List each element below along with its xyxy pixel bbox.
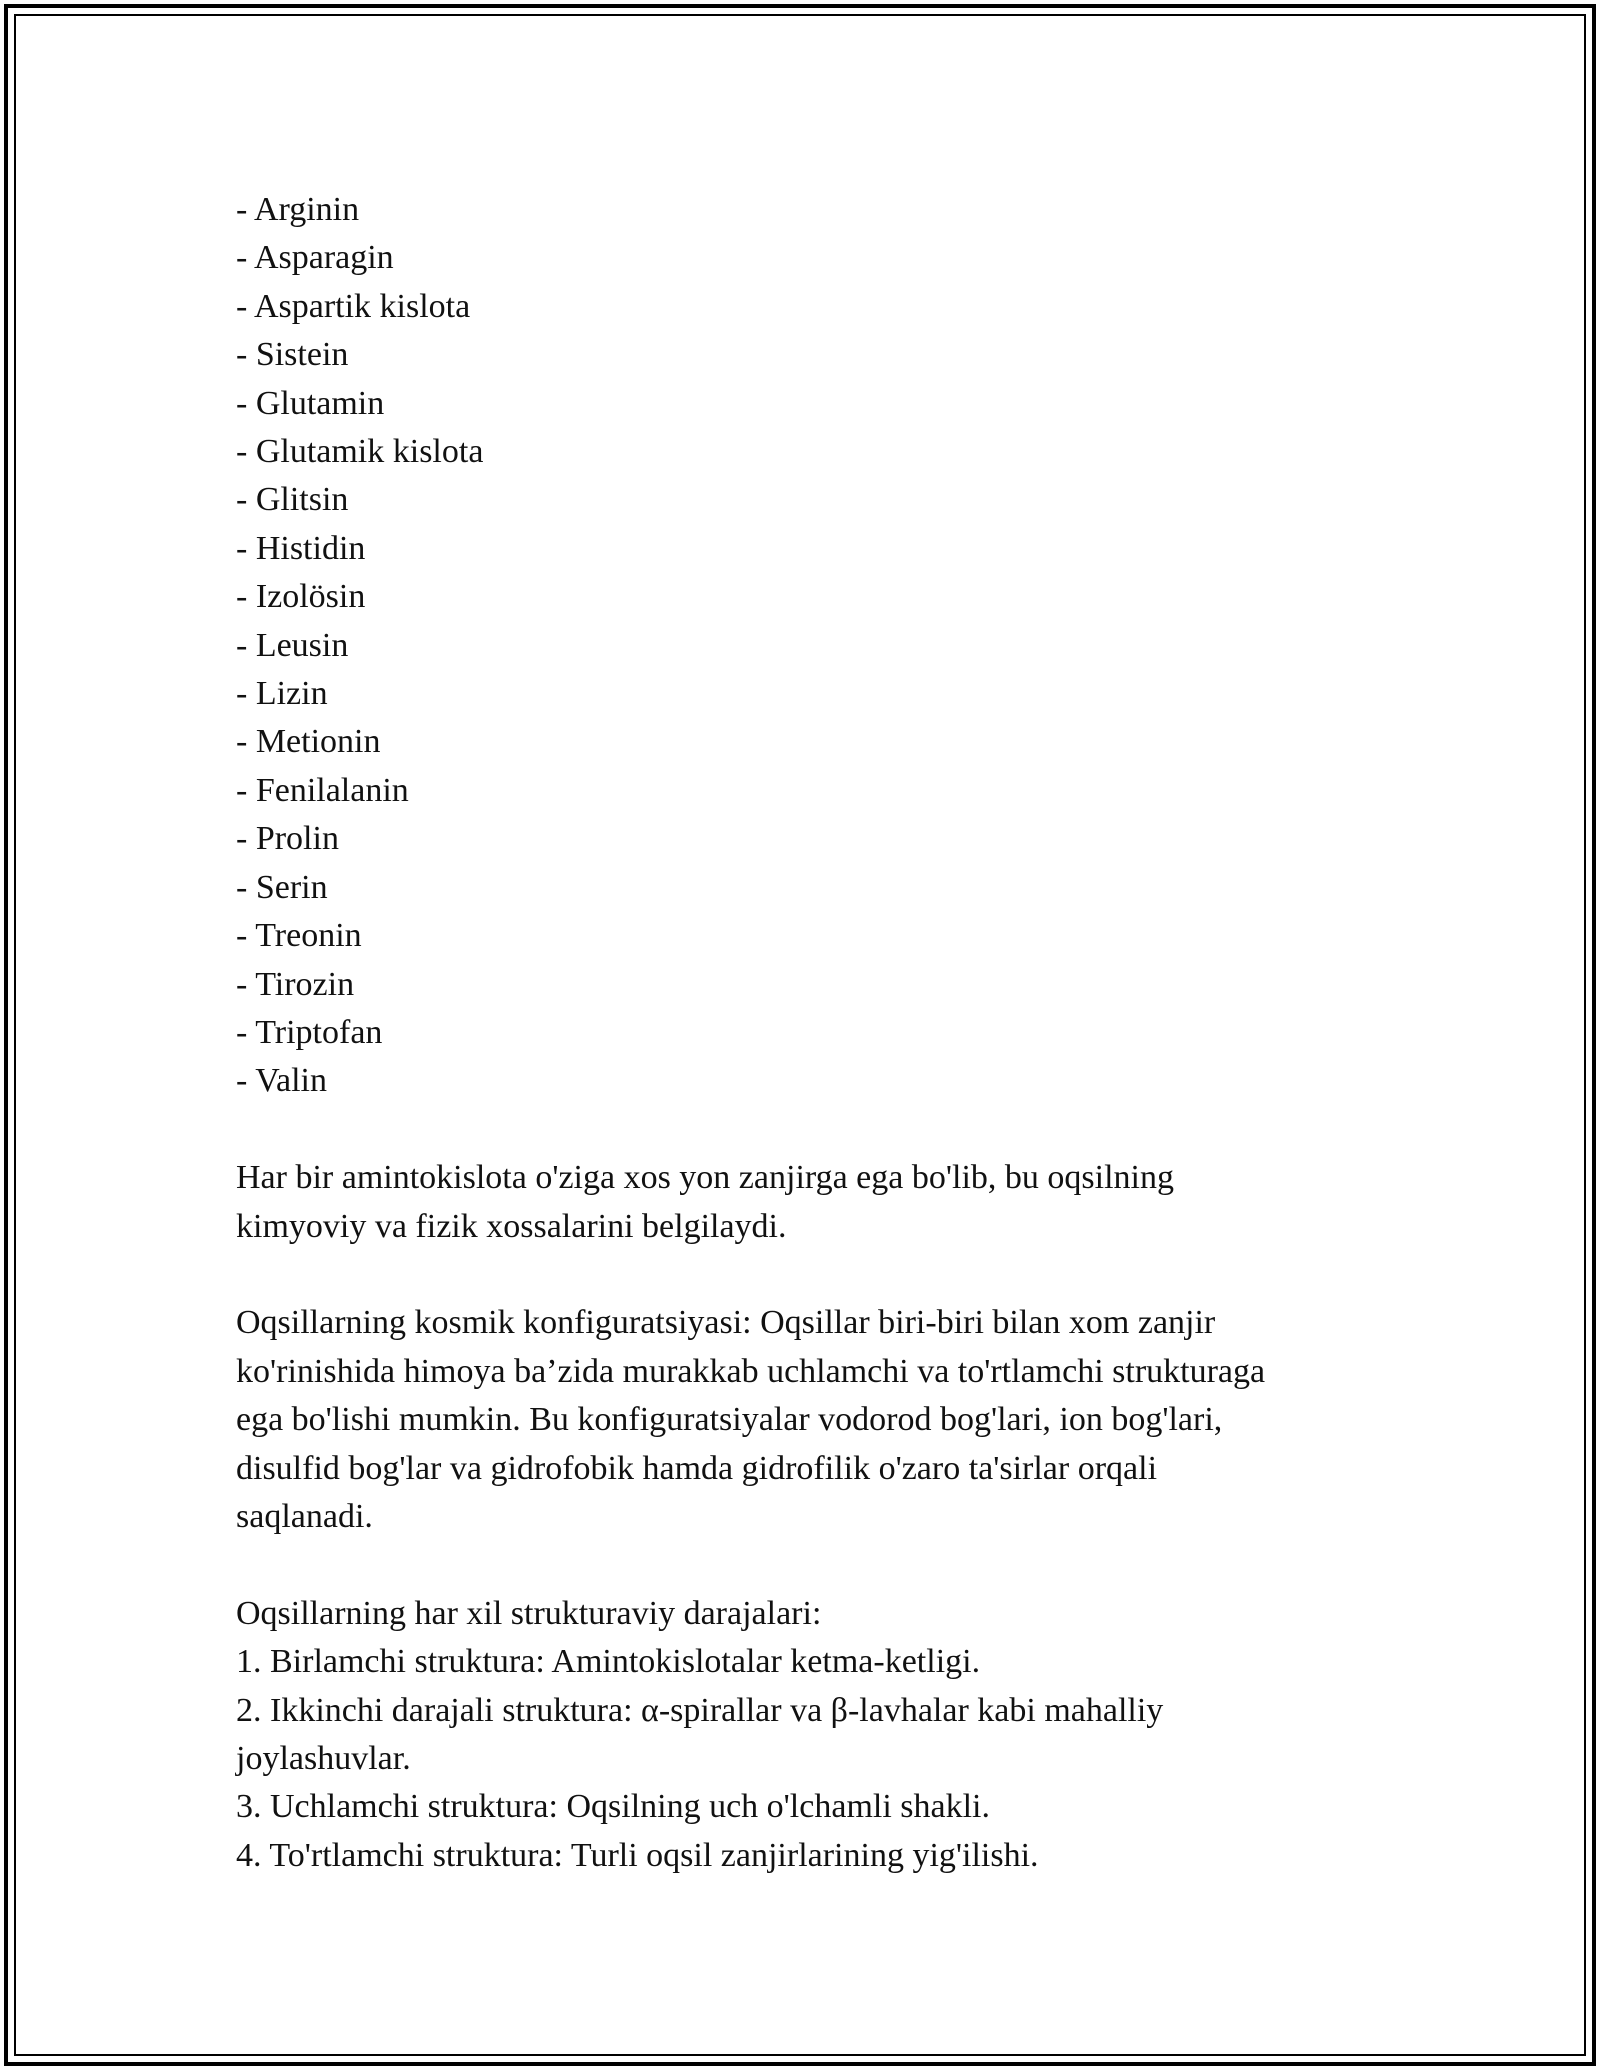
structure-levels-paragraph (236, 1590, 1386, 1880)
list-item: - Triptofan (236, 1013, 383, 1051)
list-item: - Treonin (236, 917, 362, 955)
list-item: - Metionin (236, 723, 381, 761)
text-line: 4. To'rtlamchi struktura: Turli oqsil zanjirlarining yig'ilishi. (236, 1836, 1039, 1874)
text-line: 2. Ikkinchi darajali struktura: α-spirallar va β-lavhalar kabi mahalliy (236, 1691, 1164, 1729)
text-line: Oqsillarning kosmik konfiguratsiyasi: Oqsillar biri-biri bilan xom zanjir (236, 1304, 1216, 1342)
text-line: 3. Uchlamchi struktura: Oqsilning uch o'lchamli shakli. (236, 1788, 990, 1826)
side-chain-paragraph (236, 1154, 1386, 1251)
text-line: ko'rinishida himoya ba’zida murakkab uchlamchi va to'rtlamchi strukturaga (236, 1352, 1266, 1390)
text-line: disulfid bog'lar va gidrofobik hamda gidrofilik o'zaro ta'sirlar orqali (236, 1449, 1158, 1487)
list-item: - Serin (236, 868, 328, 906)
amino-acid-list (236, 186, 1386, 1106)
list-item: - Prolin (236, 820, 339, 858)
list-item: - Valin (236, 1062, 327, 1100)
list-item: - Izolösin (236, 578, 366, 616)
list-item: - Glitsin (236, 481, 349, 519)
text-line: saqlanadi. (236, 1497, 373, 1535)
list-item: - Asparagin (236, 239, 394, 277)
list-item: - Sistein (236, 336, 349, 374)
list-item: - Leusin (236, 626, 349, 664)
text-line: ega bo'lishi mumkin. Bu konfiguratsiyalar vodorod bog'lari, ion bog'lari, (236, 1401, 1223, 1439)
document-body (236, 186, 1386, 1880)
text-line: joylashuvlar. (236, 1739, 411, 1777)
list-item: - Aspartik kislota (236, 287, 471, 325)
list-item: - Fenilalanin (236, 771, 409, 809)
list-item: - Arginin (236, 191, 360, 228)
list-item: - Glutamin (236, 384, 385, 422)
text-line: Har bir amintokislota o'ziga xos yon zanjirga ega bo'lib, bu oqsilning (236, 1159, 1174, 1197)
list-item: - Tirozin (236, 965, 355, 1003)
configuration-paragraph (236, 1299, 1386, 1541)
text-line: Oqsillarning har xil strukturaviy darajalari: (236, 1594, 822, 1632)
list-item: - Glutamik kislota (236, 433, 484, 471)
text-line: 1. Birlamchi struktura: Amintokislotalar ketma-ketligi. (236, 1643, 981, 1681)
list-item: - Histidin (236, 529, 366, 567)
list-item: - Lizin (236, 675, 328, 713)
text-line: kimyoviy va fizik xossalarini belgilaydi. (236, 1207, 787, 1245)
